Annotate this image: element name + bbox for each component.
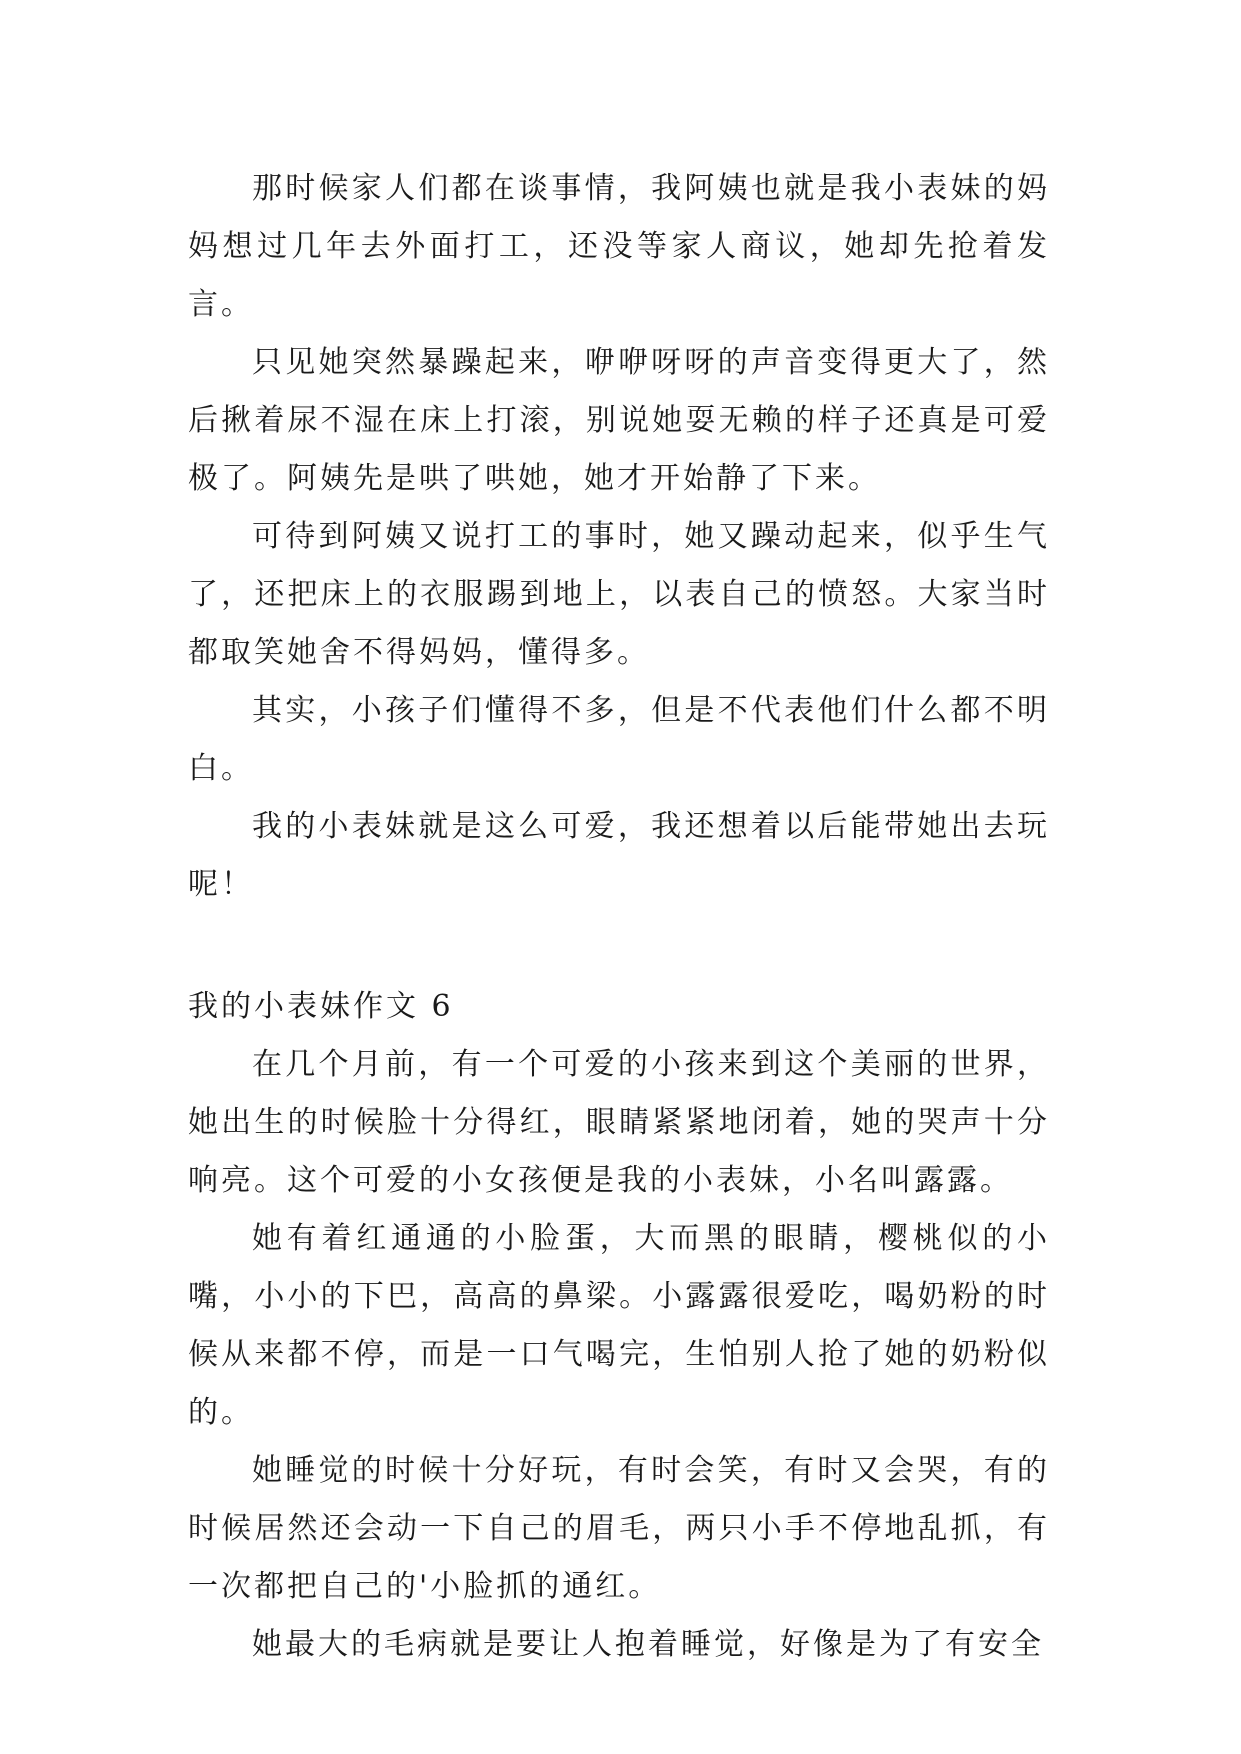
paragraph: 那时候家人们都在谈事情，我阿姨也就是我小表妹的妈妈想过几年去外面打工，还没等家人商议，她却先抢着发言。 xyxy=(188,171,1050,322)
paragraph: 她睡觉的时候十分好玩，有时会笑，有时又会哭，有的时候居然还会动一下自己的眉毛，两只小手不停地乱抓，有一次都把自己的'小脸抓的通红。 xyxy=(188,1453,1050,1604)
paragraph: 只见她突然暴躁起来，咿咿呀呀的声音变得更大了，然后揪着尿不湿在床上打滚，别说她耍无赖的样子还真是可爱极了。阿姨先是哄了哄她，她才开始静了下来。 xyxy=(188,345,1050,496)
paragraph: 可待到阿姨又说打工的事时，她又躁动起来，似乎生气了，还把床上的衣服踢到地上，以表自己的愤怒。大家当时都取笑她舍不得妈妈，懂得多。 xyxy=(188,519,1050,670)
section-spacer xyxy=(188,914,1050,978)
paragraph: 在几个月前，有一个可爱的小孩来到这个美丽的世界，她出生的时候脸十分得红，眼睛紧紧地闭着，她的哭声十分响亮。这个可爱的小女孩便是我的小表妹，小名叫露露。 xyxy=(188,1047,1050,1198)
document-body xyxy=(188,160,1050,1674)
paragraph: 她最大的毛病就是要让人抱着睡觉，好像是为了有安全 xyxy=(252,1627,1044,1662)
section-title: 我的小表妹作文 6 xyxy=(188,989,454,1024)
paragraph: 她有着红通通的小脸蛋，大而黑的眼睛，樱桃似的小嘴，小小的下巴，高高的鼻梁。小露露很爱吃，喝奶粉的时候从来都不停，而是一口气喝完，生怕别人抢了她的奶粉似的。 xyxy=(188,1221,1050,1430)
paragraph: 其实，小孩子们懂得不多，但是不代表他们什么都不明白。 xyxy=(188,693,1050,786)
paragraph: 我的小表妹就是这么可爱，我还想着以后能带她出去玩呢！ xyxy=(188,809,1050,902)
